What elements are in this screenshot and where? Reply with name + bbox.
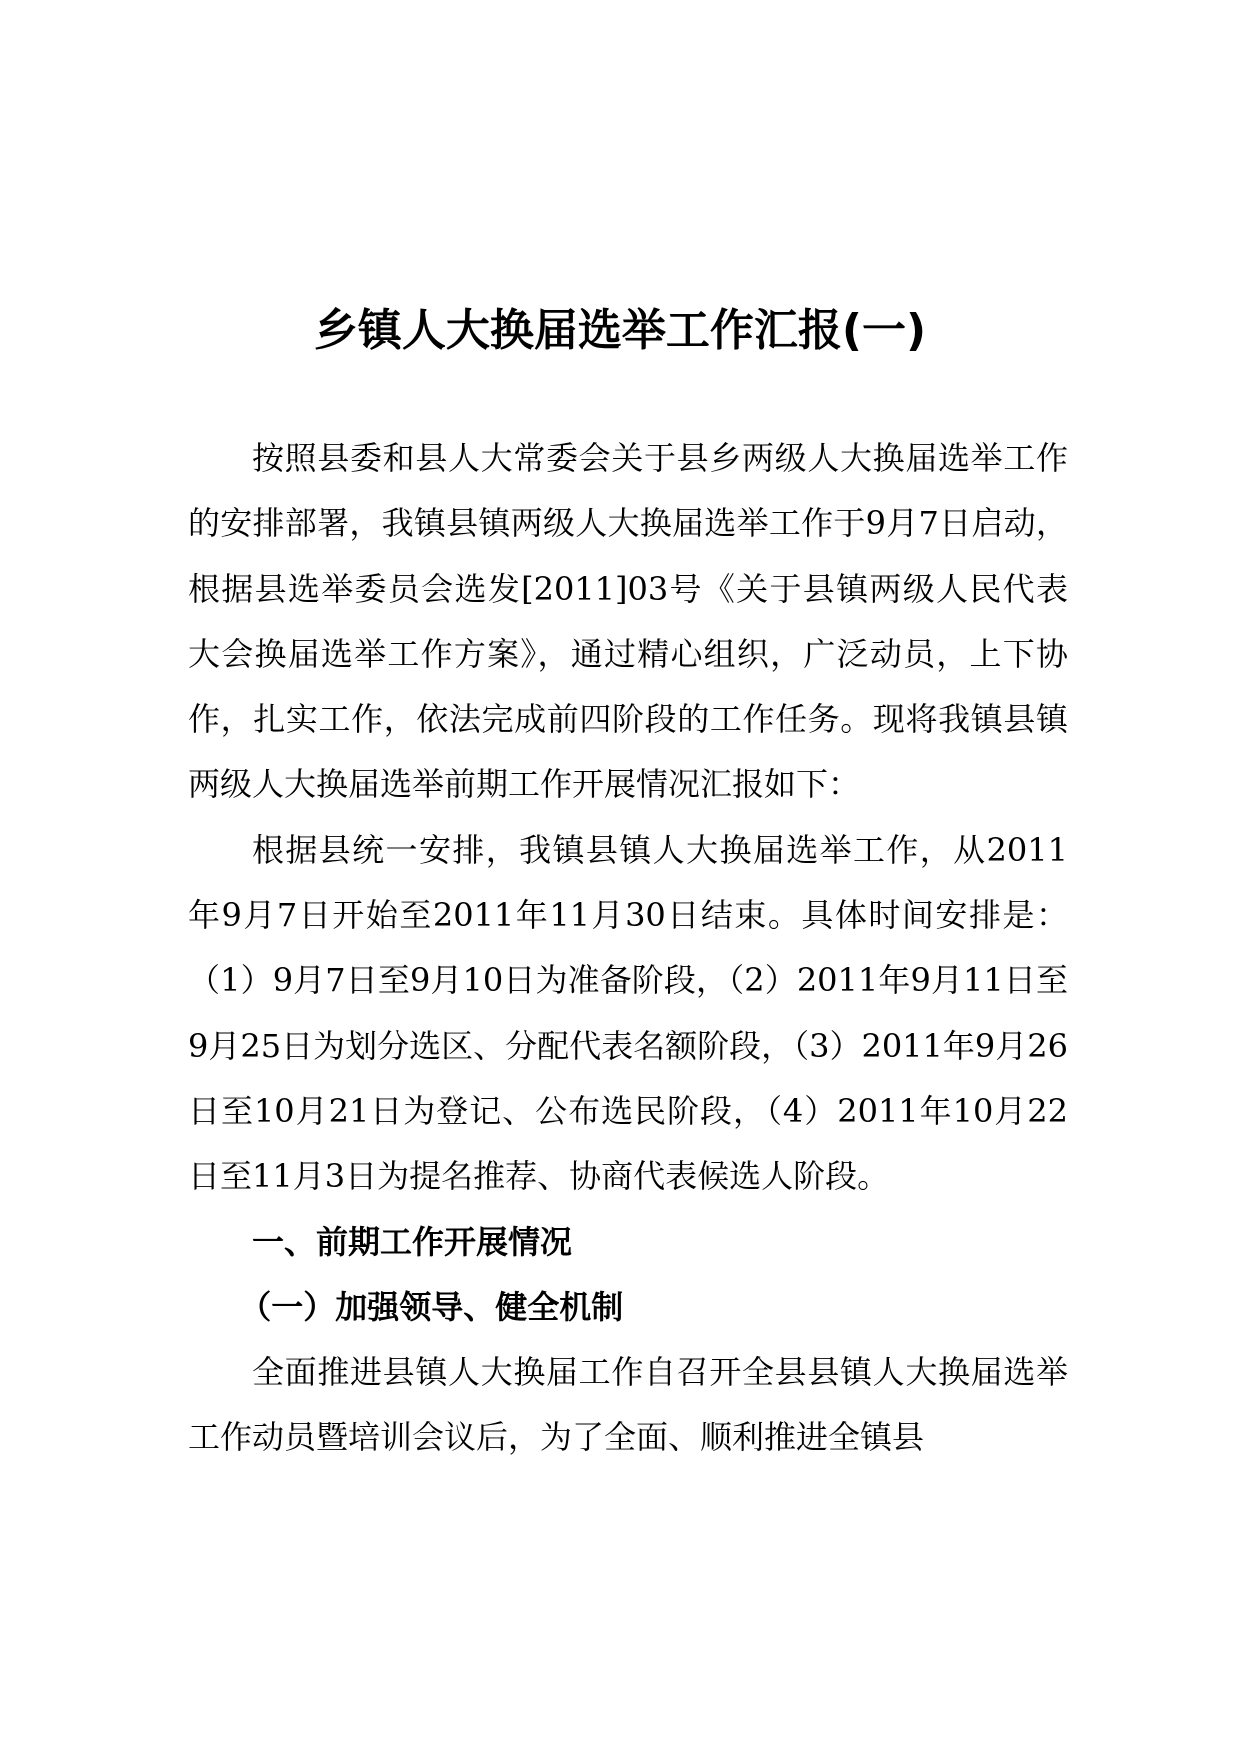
document-body xyxy=(188,426,1068,1471)
body-paragraph-schedule: 根据县统一安排，我镇县镇人大换届选举工作，从2011年9月7日开始至2011年11月30日结束。具体时间安排是：（1）9月7日至9月10日为准备阶段，（2）2011年9月11日至9月25日为划分选区、分配代表名额阶段，（3）2011年9月26日至10月21日为登记、公布选民阶段，（4）2011年10月22日至11月3日为提名推荐、协商代表候选人阶段。 xyxy=(188,830,1068,1196)
body-paragraph-intro: 按照县委和县人大常委会关于县乡两级人大换届选举工作的安排部署，我镇县镇两级人大换届选举工作于9月7日启动，根据县选举委员会选发[2011]03号《关于县镇两级人民代表大会换届选举工作方案》，通过精心组织，广泛动员，上下协作，扎实工作，依法完成前四阶段的工作任务。现将我镇县镇两级人大换届选举前期工作开展情况汇报如下： xyxy=(188,439,1068,804)
body-paragraph-leadership: 全面推进县镇人大换届工作自召开全县县镇人大换届选举工作动员暨培训会议后，为了全面、顺利推进全镇县 xyxy=(188,1353,1068,1457)
subsection-heading-1-1: （一）加强领导、健全机制 xyxy=(239,1287,624,1326)
section-heading-1: 一、前期工作开展情况 xyxy=(252,1222,573,1261)
document-title: 乡镇人大换届选举工作汇报(一) xyxy=(313,305,927,356)
